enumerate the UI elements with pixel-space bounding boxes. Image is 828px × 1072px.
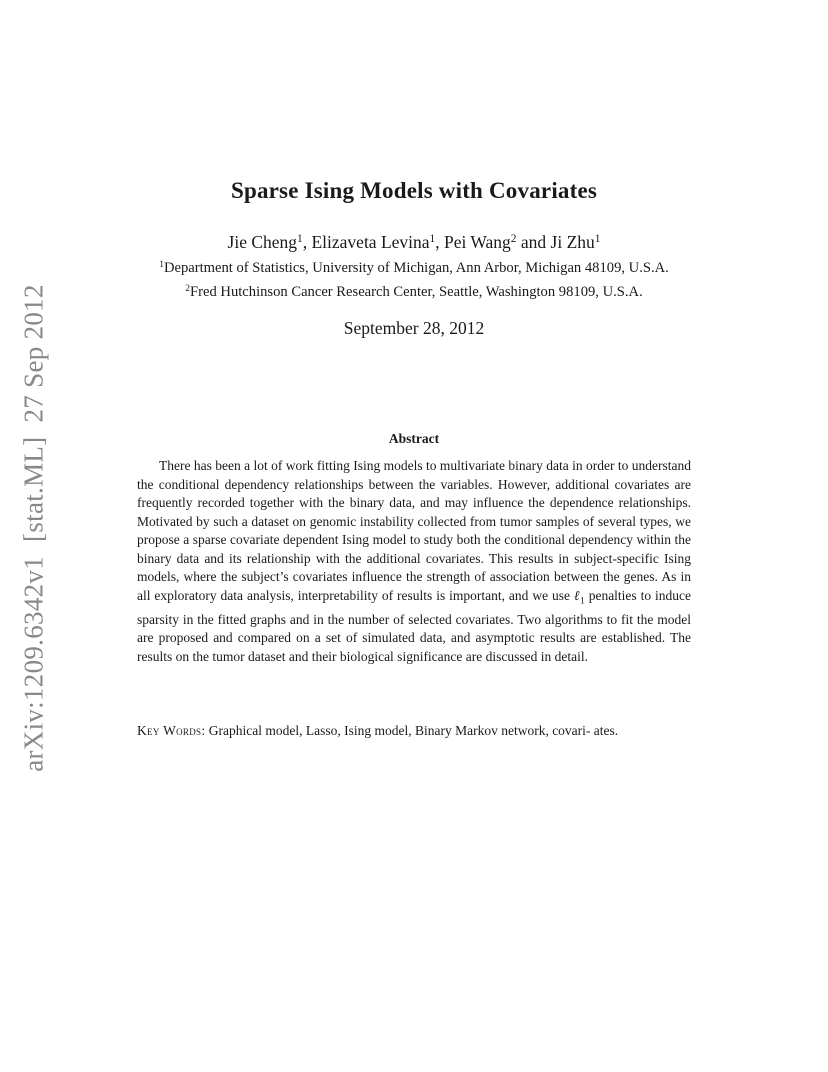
author-separator: and <box>516 232 551 252</box>
author-affil-mark: 2 <box>510 232 517 245</box>
author-name: Jie Cheng <box>227 232 298 252</box>
author-affil-mark: 1 <box>297 232 303 245</box>
author-separator: , <box>435 232 444 252</box>
abstract-heading: Abstract <box>388 431 440 446</box>
abstract-body <box>137 457 691 666</box>
arxiv-side-stamp <box>19 284 50 772</box>
author-list <box>0 232 828 253</box>
author-name: Elizaveta Levina <box>311 232 430 252</box>
keywords-section <box>137 722 691 741</box>
affiliation-2 <box>0 284 828 301</box>
keywords-text: Graphical model, Lasso, Ising model, Binary Markov network, covari- ates. <box>208 723 619 738</box>
arxiv-id: arXiv:1209.6342v1 <box>18 555 49 772</box>
ell-symbol: ℓ <box>573 587 581 603</box>
author-separator: , <box>302 232 312 252</box>
arxiv-category: [stat.ML] <box>18 436 49 542</box>
arxiv-date: 27 Sep 2012 <box>18 284 49 423</box>
affiliation-text: Fred Hutchinson Cancer Research Center, Seattle, Washington 98109, U.S.A. <box>190 284 643 300</box>
author-name: Pei Wang <box>443 232 511 252</box>
keywords-label: Key Words: <box>137 723 206 738</box>
paper-date: September 28, 2012 <box>343 318 485 338</box>
author-name: Ji Zhu <box>550 232 595 252</box>
affiliation-1 <box>0 260 828 277</box>
affiliation-mark: 1 <box>159 259 164 270</box>
affiliation-mark: 2 <box>185 283 190 294</box>
ell-subscript: 1 <box>580 596 585 607</box>
author-affil-mark: 1 <box>594 232 601 245</box>
paper-title: Sparse Ising Models with Covariates <box>230 178 598 203</box>
abstract-text-part-2: penalties to induce sparsity in the fitted graphs and in the number of selected covariates. Two algorithms to fit the model are proposed and compared on a set of simulated data, and asymptotic results are established. The results on the tumor dataset and their biological significance are discussed in detail. <box>137 587 691 664</box>
author-affil-mark: 1 <box>429 232 436 245</box>
affiliation-text: Department of Statistics, University of Michigan, Ann Arbor, Michigan 48109, U.S.A. <box>163 260 669 276</box>
abstract-text-part-1: There has been a lot of work fitting Ising models to multivariate binary data in order to understand the conditional dependency relationships between the variables. However, additional covariates are frequently recorded together with the binary data, and may influence the dependence relationships. Motivated by such a dataset on genomic instability collected from tumor samples of several types, we propose a sparse covariate dependent Ising model to study both the conditional dependency within the binary data and its relationship with the additional covariates. This results in subject-specific Ising models, where the subject’s covariates influence the strength of association between the genes. As in all exploratory data analysis, interpretability of results is important, and we use <box>137 458 691 603</box>
